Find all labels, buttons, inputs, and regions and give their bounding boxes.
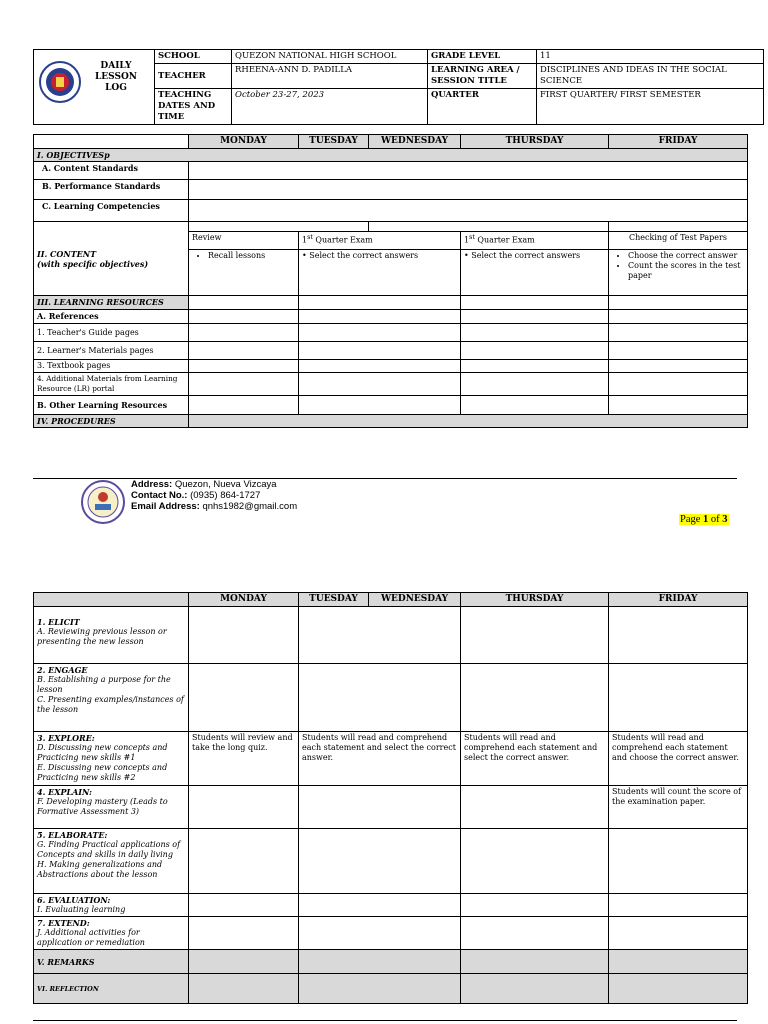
- day-monday-p2: MONDAY: [189, 593, 299, 607]
- day-tuesday: TUESDAY: [299, 135, 369, 149]
- content-friday-objectives: [609, 250, 748, 296]
- lesson-plan-table-page2: [33, 592, 748, 1004]
- teachers-guide-label: 1. Teacher's Guide pages: [34, 324, 189, 342]
- engage-cell: [34, 664, 189, 732]
- remarks-heading: V. REMARKS: [34, 950, 189, 974]
- engage-description-b: B. Establishing a purpose for the lesson: [37, 675, 171, 694]
- quarter-value: FIRST QUARTER/ FIRST SEMESTER: [537, 89, 764, 125]
- textbook-pages-label: 3. Textbook pages: [34, 360, 189, 373]
- extend-cell: [34, 917, 189, 950]
- learning-area-value: DISCIPLINES AND IDEAS IN THE SOCIAL SCIENCE: [537, 64, 764, 89]
- footer-email: Email Address: qnhs1982@gmail.com: [131, 501, 298, 512]
- elaborate-description-g: G. Finding Practical applications of Concepts and skills in daily living: [37, 840, 181, 859]
- procedures-heading: IV. PROCEDURES: [34, 415, 189, 428]
- content-subtitle: (with specific objectives): [37, 258, 149, 269]
- objectives-heading: I. OBJECTIVESp: [34, 149, 748, 162]
- content-friday-bullet-2: • Count the scores in the test paper: [628, 261, 744, 281]
- other-resources-label: B. Other Learning Resources: [34, 396, 189, 415]
- content-standards-label: A. Content Standards: [34, 162, 189, 180]
- extend-title: 7. EXTEND:: [37, 918, 90, 928]
- explore-tuesday: Students will read and comprehend each statement and select the correct answer.: [299, 732, 461, 786]
- day-friday-p2: FRIDAY: [609, 593, 748, 607]
- teacher-value: RHEENA-ANN D. PADILLA: [232, 64, 428, 89]
- day-wednesday-p2: WEDNESDAY: [369, 593, 461, 607]
- teacher-label: TEACHER: [155, 64, 232, 89]
- content-thursday-exam-cell: 1st Quarter Exam: [461, 232, 609, 250]
- elicit-title: 1. ELICIT: [37, 617, 80, 627]
- learning-resources-heading: III. LEARNING RESOURCES: [34, 296, 189, 310]
- content-friday-checking: Checking of Test Papers: [609, 232, 748, 250]
- performance-standards-label: B. Performance Standards: [34, 180, 189, 200]
- explore-monday: Students will review and take the long quiz.: [189, 732, 299, 786]
- footer-address: Address: Quezon, Nueva Vizcaya: [131, 479, 277, 490]
- title-line-log: LOG: [105, 83, 127, 93]
- content-monday-review: Review: [189, 232, 299, 250]
- day-thursday: THURSDAY: [461, 135, 609, 149]
- lesson-plan-table-page1: [33, 134, 748, 428]
- dates-label: TEACHING DATES AND TIME: [155, 89, 232, 125]
- explain-description: F. Developing mastery (Leads to Formative Assessment 3): [37, 797, 168, 816]
- explore-title: 3. EXPLORE:: [37, 733, 95, 743]
- evaluation-description: I. Evaluating learning: [37, 905, 126, 914]
- explain-friday: Students will count the score of the examination paper.: [609, 786, 748, 829]
- content-tuesday-exam: 1st Quarter Exam: [299, 232, 461, 250]
- explain-title: 4. EXPLAIN:: [37, 787, 93, 797]
- title-line-lesson: LESSON: [94, 72, 138, 82]
- day-tuesday-p2: TUESDAY: [299, 593, 369, 607]
- footer-contact: Contact No.: (0935) 864-1727: [131, 490, 261, 501]
- extend-description: J. Additional activities for application or remediation: [37, 928, 145, 947]
- evaluation-title: 6. EVALUATION:: [37, 895, 111, 905]
- elicit-description: A. Reviewing previous lesson or presenting the new lesson: [37, 627, 167, 646]
- content-thursday-objectives: • Select the correct answers: [461, 250, 609, 296]
- school-label: SCHOOL: [155, 50, 232, 64]
- explain-cell: [34, 786, 189, 829]
- content-tuesday-objectives: • Select the correct answers: [299, 250, 461, 296]
- reflection-heading: VI. REFLECTION: [34, 974, 189, 1004]
- footer-divider-page2: [33, 1020, 737, 1021]
- additional-materials-label: 4. Additional Materials from Learning Resource (LR) portal: [34, 373, 189, 396]
- explore-friday: Students will read and comprehend each statement and choose the correct answer.: [609, 732, 748, 786]
- day-friday: FRIDAY: [609, 135, 748, 149]
- references-label: A. References: [34, 310, 189, 324]
- grade-label: GRADE LEVEL: [428, 50, 537, 64]
- school-footer: [80, 479, 380, 529]
- elaborate-title: 5. ELABORATE:: [37, 830, 108, 840]
- evaluation-cell: [34, 894, 189, 917]
- explore-description-d: D. Discussing new concepts and Practicing new skills #1: [37, 743, 168, 762]
- content-monday-bullet: • Recall lessons: [208, 251, 295, 261]
- grade-value: 11: [537, 50, 764, 64]
- daily-lesson-log-title: [81, 51, 151, 94]
- deped-seal-icon: [38, 53, 82, 111]
- school-value: QUEZON NATIONAL HIGH SCHOOL: [232, 50, 428, 64]
- content-friday-bullet-1: • Choose the correct answer: [628, 251, 744, 261]
- content-title: II. CONTENT: [37, 248, 97, 259]
- quarter-label: QUARTER: [428, 89, 537, 125]
- elicit-cell: [34, 607, 189, 664]
- learning-competencies-label: C. Learning Competencies: [34, 200, 189, 222]
- day-monday: MONDAY: [189, 135, 299, 149]
- engage-description-c: C. Presenting examples/instances of the lesson: [37, 695, 184, 714]
- elaborate-cell: [34, 829, 189, 894]
- explore-thursday: Students will read and comprehend each statement and select the correct answer.: [461, 732, 609, 786]
- page-number: Page 1 of 3: [680, 514, 728, 525]
- learners-materials-label: 2. Learner's Materials pages: [34, 342, 189, 360]
- title-line-daily: DAILY: [100, 61, 132, 71]
- day-wednesday: WEDNESDAY: [369, 135, 461, 149]
- content-monday-objectives: [189, 250, 299, 296]
- learning-area-label: LEARNING AREA / SESSION TITLE: [428, 64, 537, 89]
- blank-header-cell-p2: [34, 593, 189, 607]
- explore-cell: [34, 732, 189, 786]
- header-table: [33, 49, 764, 125]
- school-logo-icon: [80, 479, 126, 525]
- header-title-cell: [34, 50, 155, 125]
- content-label: [34, 222, 189, 296]
- elaborate-description-h: H. Making generalizations and Abstractions about the lesson: [37, 860, 163, 879]
- dates-value: October 23-27, 2023: [232, 89, 428, 125]
- blank-header-cell: [34, 135, 189, 149]
- day-thursday-p2: THURSDAY: [461, 593, 609, 607]
- engage-title: 2. ENGAGE: [37, 665, 88, 675]
- explore-description-e: E. Discussing new concepts and Practicing new skills #2: [37, 763, 168, 782]
